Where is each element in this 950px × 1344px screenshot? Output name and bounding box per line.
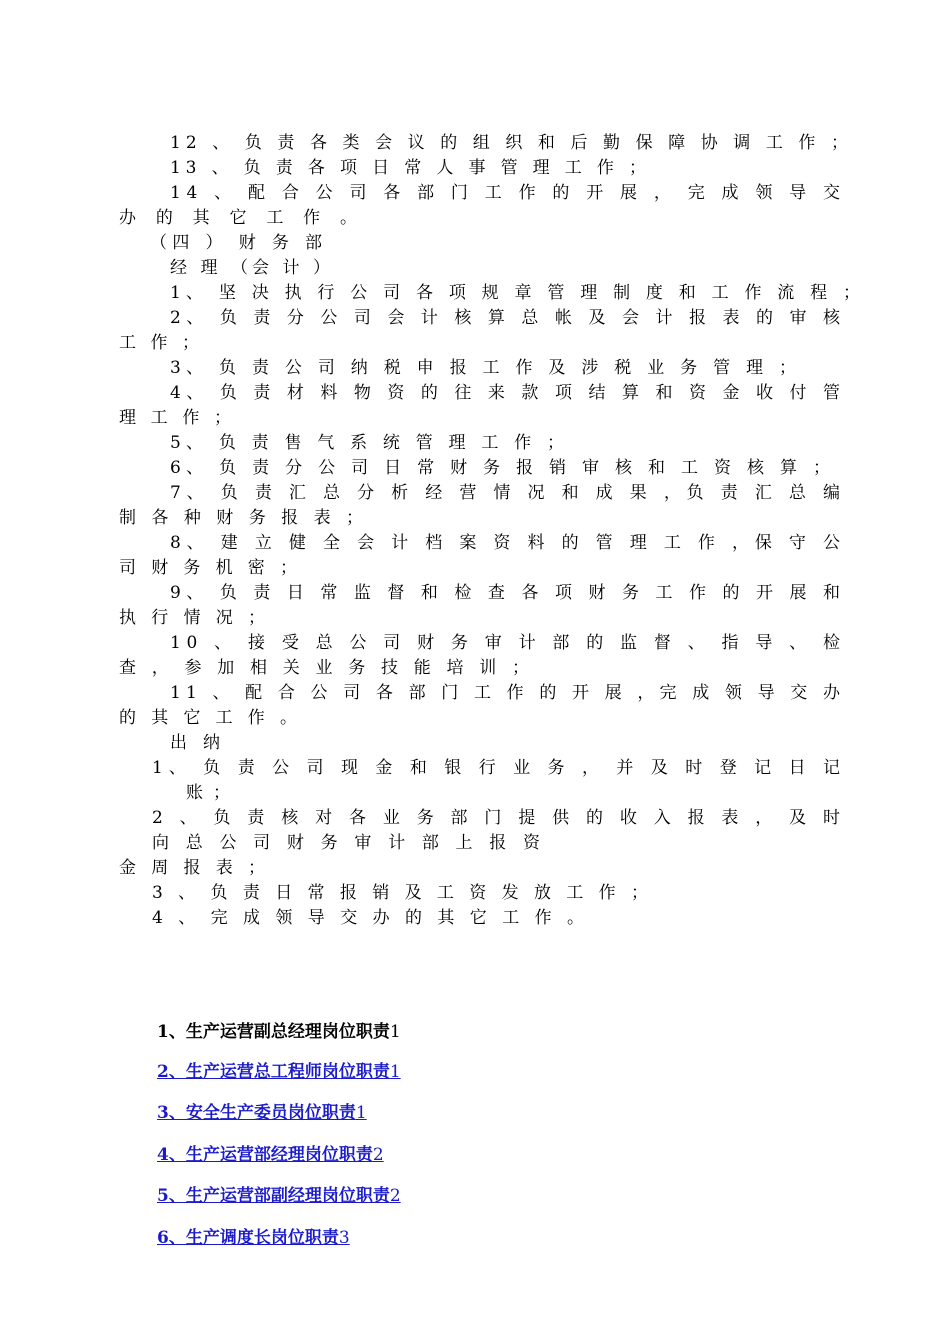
toc-page-number: 1 xyxy=(389,1062,401,1082)
body-line xyxy=(0,281,950,306)
toc-link[interactable] xyxy=(157,1103,367,1123)
body-line xyxy=(0,306,950,331)
body-line-text: 查 ， 参 加 相 关 业 务 技 能 培 训 ； xyxy=(119,658,535,678)
body-line xyxy=(0,356,950,381)
body-line xyxy=(0,381,950,406)
body-line xyxy=(0,406,950,431)
toc-page-number: 1 xyxy=(389,1022,401,1042)
body-line xyxy=(0,881,950,906)
toc-page-number: 3 xyxy=(338,1228,350,1248)
body-line-text: （四 ） 财 务 部 xyxy=(150,233,328,253)
body-line-text: 6、 负 责 分 公 司 日 常 财 务 报 销 审 核 和 工 资 核 算 ； xyxy=(170,458,836,478)
toc-label: 6、生产调度长岗位职责 xyxy=(157,1228,339,1248)
body-line-text: 执 行 情 况 ； xyxy=(119,608,270,628)
toc-label: 5、生产运营部副经理岗位职责 xyxy=(157,1186,390,1206)
toc-link[interactable] xyxy=(157,1145,384,1165)
toc-entry[interactable] xyxy=(157,1060,401,1084)
body-line-text: 金 周 报 表 ； xyxy=(119,858,270,878)
body-line xyxy=(0,156,950,181)
toc-link[interactable] xyxy=(157,1228,350,1248)
body-line-text: 3、 负 责 公 司 纳 税 申 报 工 作 及 涉 税 业 务 管 理 ； xyxy=(170,358,802,378)
body-line xyxy=(0,731,950,756)
body-line-text: 5、 负 责 售 气 系 统 管 理 工 作 ； xyxy=(170,433,570,453)
toc-link[interactable] xyxy=(157,1062,401,1082)
toc-link[interactable] xyxy=(157,1186,401,1206)
body-line-text: 工 作 ； xyxy=(119,333,204,353)
body-line-text: 1、 负 责 公 司 现 金 和 银 行 业 务 ， 并 及 时 登 记 日 记 xyxy=(152,758,847,778)
toc-entry[interactable] xyxy=(157,1143,384,1167)
body-line-text: 4 、 完 成 领 导 交 办 的 其 它 工 作 。 xyxy=(152,908,589,928)
toc-label: 3、安全生产委员岗位职责 xyxy=(157,1103,356,1123)
body-line-text: 司 财 务 机 密 ； xyxy=(119,558,302,578)
body-line xyxy=(0,481,950,506)
body-line-text: 账 ； xyxy=(186,783,233,803)
body-line xyxy=(0,181,950,206)
body-line-text: 1、 坚 决 执 行 公 司 各 项 规 章 管 理 制 度 和 工 作 流 程 ； xyxy=(170,283,866,303)
body-line-text: 12 、 负 责 各 类 会 议 的 组 织 和 后 勤 保 障 协 调 工 作 ； xyxy=(170,133,854,153)
body-line xyxy=(0,606,950,631)
body-line-text: 4、 负 责 材 料 物 资 的 往 来 款 项 结 算 和 资 金 收 付 管 xyxy=(170,383,846,403)
body-line xyxy=(0,231,950,256)
body-line xyxy=(0,331,950,356)
body-line-text: 理 工 作 ； xyxy=(119,408,236,428)
toc-label: 1、生产运营副总经理岗位职责 xyxy=(157,1022,390,1042)
body-line-text: 办 的 其 它 工 作 。 xyxy=(119,208,365,228)
toc-entry[interactable] xyxy=(157,1184,401,1208)
body-line-text: 14 、 配 合 公 司 各 部 门 工 作 的 开 展 ， 完 成 领 导 交 xyxy=(170,183,846,203)
body-line xyxy=(0,256,950,281)
body-line xyxy=(0,656,950,681)
body-line xyxy=(0,681,950,706)
body-line-text: 2、 负 责 分 公 司 会 计 核 算 总 帐 及 会 计 报 表 的 审 核 xyxy=(170,308,846,328)
body-line xyxy=(0,906,950,931)
toc-page-number: 2 xyxy=(372,1145,384,1165)
body-line xyxy=(0,531,950,556)
toc-text xyxy=(157,1022,401,1042)
toc-entry[interactable] xyxy=(157,1226,350,1250)
body-line-text: 11 、 配 合 公 司 各 部 门 工 作 的 开 展 ，完 成 领 导 交 办 xyxy=(170,683,846,703)
body-line xyxy=(0,781,950,806)
toc-label: 2、生产运营总工程师岗位职责 xyxy=(157,1062,390,1082)
body-line-text: 制 各 种 财 务 报 表 ； xyxy=(119,508,369,528)
body-line-text: 向 总 公 司 财 务 审 计 部 上 报 资 xyxy=(152,833,546,853)
body-line-text: 出 纳 xyxy=(170,733,226,753)
body-line-text: 8、 建 立 健 全 会 计 档 案 资 料 的 管 理 工 作 ，保 守 公 xyxy=(170,533,846,553)
body-line-text: 9、 负 责 日 常 监 督 和 检 查 各 项 财 务 工 作 的 开 展 和 xyxy=(170,583,846,603)
body-line-text: 7、 负 责 汇 总 分 析 经 营 情 况 和 成 果 ，负 责 汇 总 编 xyxy=(170,483,846,503)
body-line xyxy=(0,706,950,731)
body-line-text: 2 、 负 责 核 对 各 业 务 部 门 提 供 的 收 入 报 表 ， 及 时 xyxy=(152,808,846,828)
body-line-text: 10 、 接 受 总 公 司 财 务 审 计 部 的 监 督 、 指 导 、 检 xyxy=(170,633,846,653)
body-line-text: 的 其 它 工 作 。 xyxy=(119,708,302,728)
toc-entry xyxy=(157,1020,401,1044)
toc-page-number: 1 xyxy=(355,1103,367,1123)
toc-entry[interactable] xyxy=(157,1101,367,1125)
body-line xyxy=(0,856,950,881)
body-line-text: 13 、 负 责 各 项 日 常 人 事 管 理 工 作 ； xyxy=(170,158,651,178)
body-line xyxy=(0,831,950,856)
body-line xyxy=(0,131,950,156)
body-line xyxy=(0,206,950,231)
body-line xyxy=(0,631,950,656)
body-line xyxy=(0,756,950,781)
toc-label: 4、生产运营部经理岗位职责 xyxy=(157,1145,373,1165)
body-line xyxy=(0,581,950,606)
body-line-text: 经 理 （会 计 ） xyxy=(170,258,335,278)
body-line xyxy=(0,431,950,456)
body-line-text: 3 、 负 责 日 常 报 销 及 工 资 发 放 工 作 ； xyxy=(152,883,653,903)
body-line xyxy=(0,456,950,481)
toc-page-number: 2 xyxy=(389,1186,401,1206)
body-line xyxy=(0,506,950,531)
body-line xyxy=(0,806,950,831)
body-line xyxy=(0,556,950,581)
